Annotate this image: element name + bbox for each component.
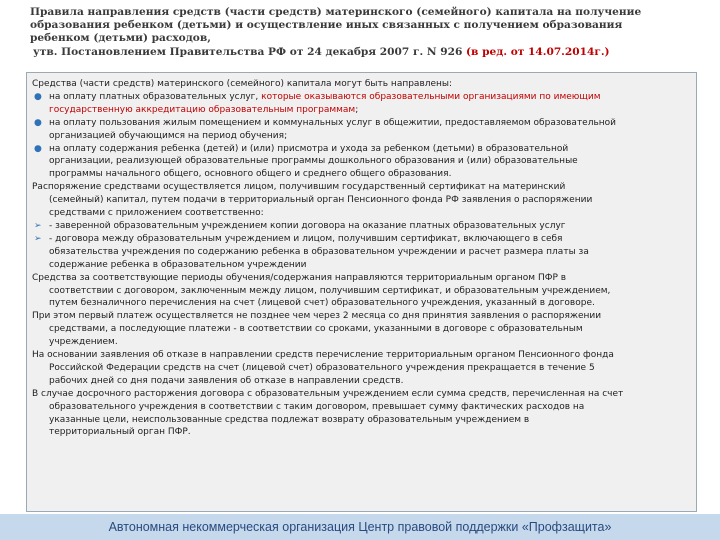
round-bullet-icon: ● [34,117,42,128]
bullet-text-highlight: которые оказываются образовательными организациями по имеющим [261,91,601,102]
list-item-continuation: содержание ребенка в образовательном учреждении [49,259,307,270]
paragraph-line: учреждением. [49,337,118,348]
title-source-line [30,46,680,59]
title-line: образования ребенком (детьми) и осуществление иных связанных с получением образования [30,19,623,32]
list-item-continuation: обязательства учреждения по содержанию ребенка в образовательном учреждении и расчет размера платы за [49,246,589,257]
footer-bar [0,514,720,540]
round-bullet-icon: ● [34,143,42,154]
bullet-text-highlight: государственную аккредитацию образовательным программам [49,104,356,115]
paragraph-line: средствами, а последующие платежи - в соответствии со сроками, указанными в договоре с образовательным [49,324,583,335]
edition-date: (в ред. от 14.07.2014г.) [466,45,610,58]
title-line: ребенком (детьми) расходов, [30,32,211,45]
paragraph-line: При этом первый платеж осуществляется не позднее чем через 2 месяца со дня принятия заявления о распоряжении [32,311,602,322]
list-item [32,91,690,104]
bullet-text: - договора между образовательным учреждением и лицом, получившим сертификат, включающего в себя [49,233,563,244]
list-item [32,220,690,233]
list-item [32,143,690,156]
resolution-reference: утв. Постановлением Правительства РФ от 24 декабря 2007 г. N 926 [33,45,463,58]
paragraph-line: путем безналичного перечисления на счет (лицевой счет) образовательного учреждения, указанный в договоре. [49,298,595,309]
paragraph-line: Российской Федерации средств на счет (лицевой счет) образовательного учреждения прекращается в течение 5 [49,362,595,373]
content-box [26,72,697,512]
list-item-continuation [32,104,690,117]
arrow-bullet-icon: ➢ [34,233,42,244]
list-item [32,233,690,246]
list-item [32,117,690,130]
intro-text: Средства (части средств) материнского (семейного) капитала могут быть направлены: [32,79,453,89]
paragraph-line: Средства за соответствующие периоды обучения/содержания направляются территориальным органом ПФР в [32,272,567,283]
footer-organization-name: Автономная некоммерческая организация Центр правовой поддержки «Профзащита» [108,520,612,534]
list-item-continuation: организацией обучающимся на период обучения; [49,130,288,141]
list-item-continuation: программы начального общего, основного общего и среднего общего образования. [49,169,452,180]
paragraph-line: средствами с приложением соответственно: [49,208,264,219]
round-bullet-icon: ● [34,91,42,102]
paragraph-line: (семейный) капитал, путем подачи в территориальный орган Пенсионного фонда РФ заявления о распоряжении [49,195,593,206]
list-item-continuation: организации, реализующей образовательные программы дошкольного образования и (или) образовательные [49,156,578,167]
document-title [30,6,680,59]
paragraph-line: территориальный орган ПФР. [49,427,191,438]
bullet-text: на оплату содержания ребенка (детей) и (или) присмотра и ухода за ребенком (детьми) в образовательной [49,143,569,154]
bullet-text: на оплату платных образовательных услуг, [49,91,259,102]
arrow-bullet-icon: ➢ [34,220,42,231]
bullet-text: на оплату пользования жилым помещением и коммунальных услуг в общежитии, предоставляемом образовательной [49,117,617,128]
title-line: Правила направления средств (части средств) материнского (семейного) капитала на получение [30,6,642,18]
paragraph-line: рабочих дней со дня подачи заявления об отказе в направлении средств. [49,375,404,386]
bullet-text: - заверенной образовательным учреждением копии договора на оказание платных образовательных услуг [49,220,566,231]
paragraph-line: образовательного учреждения в соответствии с таким договором, превышает сумму фактических расходов на [49,401,585,412]
bullet-text: ; [355,104,359,115]
paragraph-line: На основании заявления об отказе в направлении средств перечисление территориальным органом Пенсионного фонда [32,350,614,361]
paragraph-line: соответствии с договором, заключенным между лицом, получившим сертификат, и образовательным учреждением, [49,285,611,296]
paragraph-line: В случае досрочного расторжения договора с образовательным учреждением если сумма средств, перечисленная на счет [32,388,624,399]
paragraph-line: указанные цели, неиспользованные средства подлежат возврату образовательным учреждением в [49,414,530,425]
paragraph-line: Распоряжение средствами осуществляется лицом, получившим государственный сертификат на материнский [32,182,566,193]
